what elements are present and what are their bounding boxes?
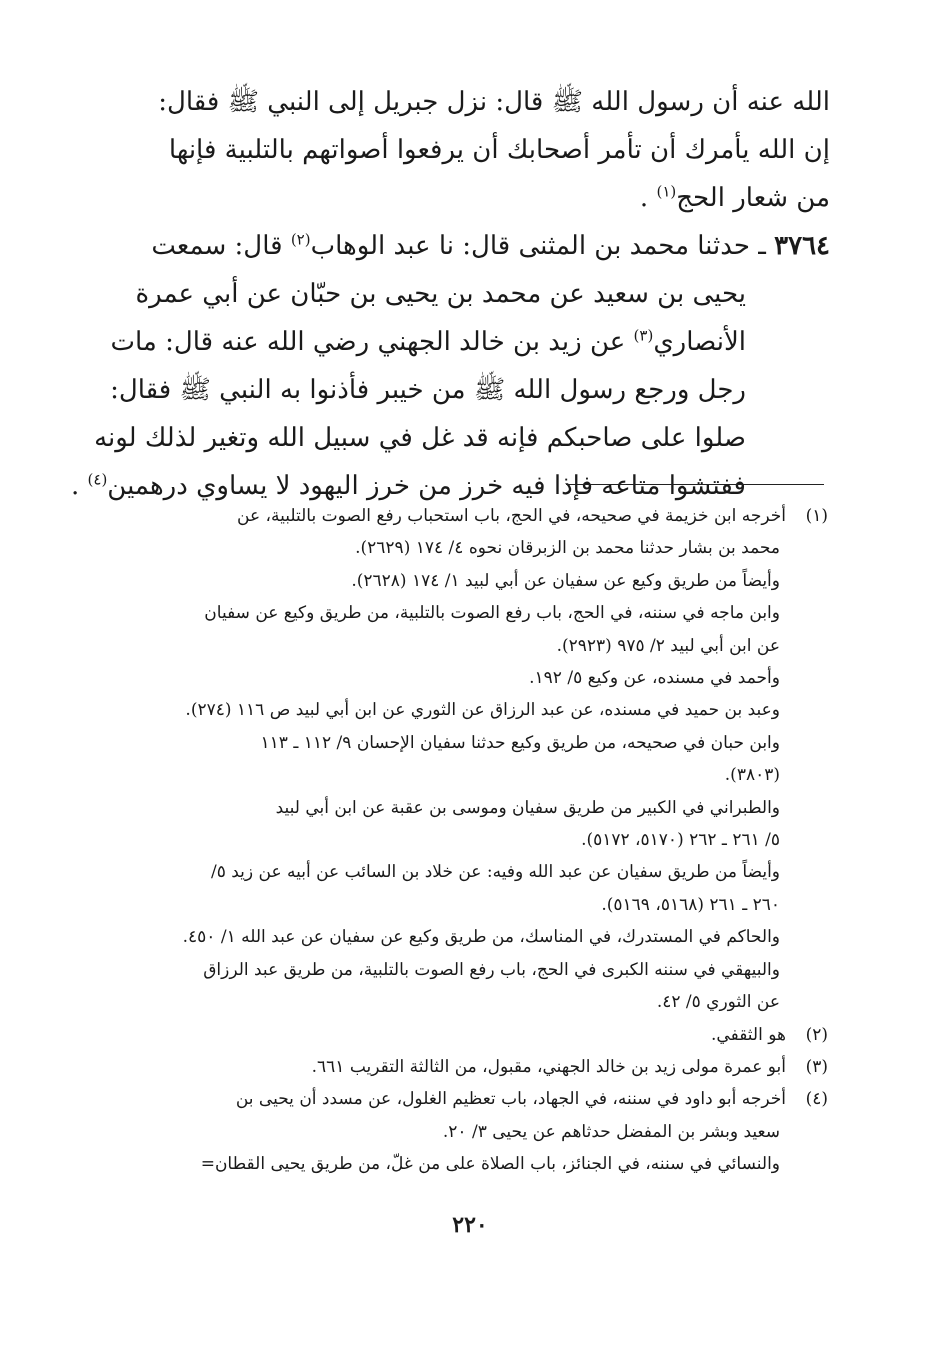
hadith-line: يحيى بن سعيد عن محمد بن يحيى بن حبّان عن أبي عمرة: [135, 279, 746, 309]
footnote-line: [112, 630, 828, 662]
hadith-line: ففتشوا متاعه فإذا فيه خرز من خرز اليهود لا يساوي درهمين$^{(٤)}$ .: [70, 470, 746, 501]
footnote-ref: (١): [656, 182, 677, 201]
footnote-line: [112, 694, 828, 726]
footnote-line: [112, 1148, 828, 1180]
hadith-line: صلوا على صاحبكم فإنه قد غل في سبيل الله وتغير لذلك لونه: [94, 423, 746, 453]
footnote-number: (٢): [805, 1024, 828, 1045]
footnote-text: محمد بن بشار حدثنا محمد بن الزبرقان نحوه ٤/ ١٧٤ (٢٦٢٩).: [355, 538, 780, 559]
footnote-line: [112, 1019, 828, 1051]
footnote-number: (٤): [805, 1089, 828, 1110]
footnote-ref: (٢): [290, 230, 311, 249]
footnote-text: والنسائي في سننه، في الجنائز، باب الصلاة على من غلّ، من طريق يحيى القطان=: [200, 1154, 780, 1175]
hadith-line: رجل ورجع رسول الله ﷺ من خيبر فأذنوا به النبي ﷺ فقال:: [110, 375, 746, 405]
footnote-text: أخرجه ابن خزيمة في صحيحه، في الحج، باب استحباب رفع الصوت بالتلبية، عن: [237, 506, 786, 526]
footnote-text: ٥/ ٢٦١ ـ ٢٦٢ (٥١٧٠، ٥١٧٢).: [581, 830, 780, 851]
footnote-line: [112, 1083, 828, 1115]
footnote-line: [112, 597, 828, 629]
main-line: إن الله يأمرك أن تأمر أصحابك أن يرفعوا أصواتهم بالتلبية فإنها: [168, 135, 830, 165]
footnote-text: (٣٨٠٣).: [724, 765, 780, 786]
footnote-number: (٣): [805, 1056, 828, 1077]
footnote-text: والحاكم في المستدرك، في المناسك، من طريق وكيع عن سفيان عن عبد الله ١/ ٤٥٠.: [182, 927, 780, 948]
footnote-line: [112, 792, 828, 824]
footnote-text: وابن حبان في صحيحه، من طريق وكيع حدثنا سفيان الإحسان ٩/ ١١٢ ـ ١١٣: [260, 732, 780, 753]
footnotes: [112, 500, 828, 1181]
footnote-text: سعيد وبشر بن المفضل حدثاهم عن يحيى ٣/ ٢٠.: [442, 1121, 780, 1142]
footnote-line: [112, 565, 828, 597]
footnote-divider: [566, 484, 824, 485]
footnote-text: وأيضاً من طريق سفيان عن عبد الله وفيه: عن خلاد بن السائب عن أبيه عن زيد ٥/: [210, 862, 780, 883]
footnote-line: [112, 986, 828, 1018]
footnote-line: [112, 662, 828, 694]
footnote-text: وأحمد في مسنده، عن وكيع ٥/ ١٩٢.: [529, 668, 780, 689]
footnote-line: [112, 759, 828, 791]
main-line: من شعار الحج$^{(١)}$ .: [639, 182, 830, 213]
footnote-line: [112, 824, 828, 856]
footnote-text: أبو عمرة مولى زيد بن خالد الجهني، مقبول، من الثالثة التقريب ٦٦١.: [311, 1056, 786, 1077]
footnote-text: والبيهقي في سننه الكبرى في الحج، باب رفع الصوت بالتلبية، من طريق عبد الرزاق: [203, 959, 780, 980]
footnote-ref: (٤): [87, 470, 108, 489]
footnote-text: وابن ماجه في سننه، في الحج، باب رفع الصوت بالتلبية، من طريق وكيع عن سفيان: [204, 603, 780, 624]
hadith-line: ٣٧٦٤ ـ حدثنا محمد بن المثنى قال: نا عبد الوهاب$^{(٢)}$ قال: سمعت: [151, 230, 830, 261]
footnote-text: هو الثقفي.: [711, 1024, 786, 1045]
hadith-number: ٣٧٦٤: [774, 231, 830, 261]
footnote-text: وعبد بن حميد في مسنده، عن عبد الرزاق عن الثوري عن ابن أبي لبيد ص ١١٦ (٢٧٤).: [185, 700, 780, 721]
footnote-text: ٢٦٠ ـ ٢٦١ (٥١٦٨، ٥١٦٩).: [601, 894, 780, 915]
footnote-text: عن ابن أبي لبيد ٢/ ٩٧٥ (٢٩٢٣).: [556, 635, 780, 656]
footnote-line: [112, 1116, 828, 1148]
footnote-line: [112, 500, 828, 532]
footnote-text: والطبراني في الكبير من طريق سفيان وموسى بن عقبة عن ابن أبي لبيد: [275, 797, 780, 818]
footnote-line: [112, 856, 828, 888]
footnote-number: (١): [805, 506, 828, 526]
footnote-text: عن الثوري ٥/ ٤٢.: [656, 992, 780, 1013]
footnote-text: وأيضاً من طريق وكيع عن سفيان عن أبي لبيد ١/ ١٧٤ (٢٦٢٨).: [351, 570, 780, 591]
footnote-line: [112, 532, 828, 564]
hadith-line: الأنصاري$^{(٣)}$ عن زيد بن خالد الجهني رضي الله عنه قال: مات: [110, 326, 746, 357]
footnote-ref: (٣): [633, 326, 654, 345]
footnote-line: [112, 921, 828, 953]
main-text: [70, 78, 830, 510]
page-number: ٢٢٠: [452, 1212, 488, 1238]
footnote-line: [112, 1051, 828, 1083]
footnote-line: [112, 727, 828, 759]
footnote-line: [112, 954, 828, 986]
main-line: الله عنه أن رسول الله ﷺ قال: نزل جبريل إلى النبي ﷺ فقال:: [158, 87, 830, 117]
footnote-text: أخرجه أبو داود في سننه، في الجهاد، باب تعظيم الغلول، عن مسدد أن يحيى بن: [235, 1089, 786, 1110]
footnote-line: [112, 889, 828, 921]
